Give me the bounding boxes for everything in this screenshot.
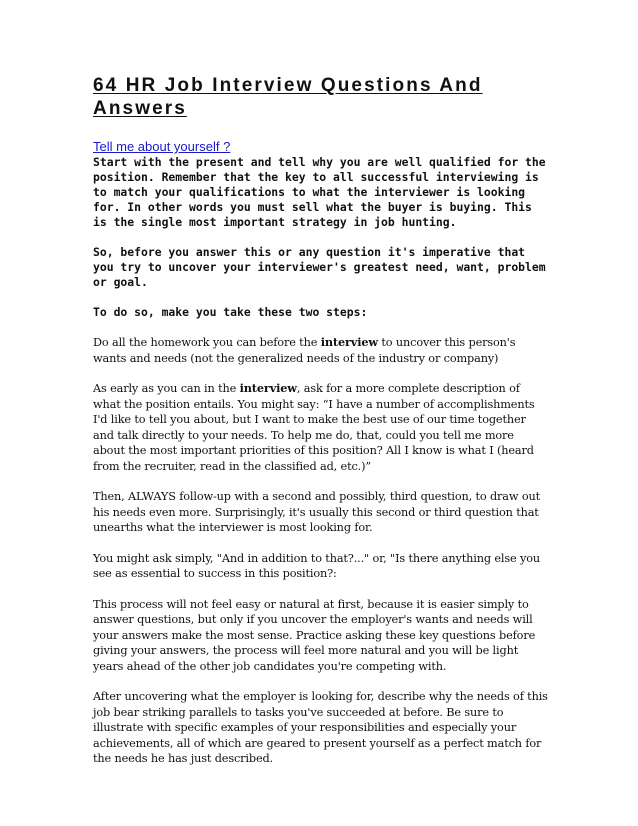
title-line-1: 64 HR Job Interview Questions And — [93, 75, 483, 96]
page-title — [93, 74, 548, 120]
title-line-2: Answers — [93, 98, 187, 119]
steps-heading: To do so, make you take these two steps: — [93, 305, 368, 319]
keyword-interview: interview — [239, 381, 297, 395]
paragraph-follow-up: Then, ALWAYS follow-up with a second and possibly, third question, to draw out his needs even more. Surprisingly, it's usually this second or third question that unearths what the interviewer is most looking for. — [93, 490, 540, 534]
keyword-interview: interview — [320, 335, 378, 349]
paragraph-ask: You might ask simply, "And in addition to that?..." or, "Is there anything else you see as essential to success in this position?: — [93, 551, 540, 580]
paragraph-early: As early as you can in the interview, ask for a more complete description of what the position entails. You might say: “I have a number of accomplishments I'd like to tell you about, but I want to make the best use of our time together and talk directly to your needs. To help me do, that, could you tell me more about the most important priorities of this position? All I know is what I (heard from the recruiter, read in the classified ad, etc.)” — [93, 381, 535, 473]
paragraph-homework: Do all the homework you can before the interview to uncover this person's wants and needs (not the generalized needs of the industry or company) — [93, 335, 516, 365]
document-page — [93, 74, 548, 767]
question-link[interactable]: Tell me about yourself ? — [93, 139, 231, 154]
intro-paragraph: Start with the present and tell why you are well qualified for the position. Remember that the key to all successful interviewing is to match your qualifications to what the interviewer is looking for. In other words you must sell what the buyer is buying. This is the single most important strategy in job hunting. — [93, 155, 546, 229]
before-paragraph: So, before you answer this or any question it's imperative that you try to uncover your interviewer's greatest need, want, problem or goal. — [93, 245, 546, 289]
paragraph-uncovering: After uncovering what the employer is looking for, describe why the needs of this job bear striking parallels to tasks you've succeeded at before. Be sure to illustrate with specific examples of your responsibilities and especially your achievements, all of which are geared to present yourself as a perfect match for the needs he has just described. — [93, 690, 548, 765]
paragraph-process: This process will not feel easy or natural at first, because it is easier simply to answer questions, but only if you uncover the employer's wants and needs will your answers make the most sense. Practice asking these key questions before giving your answers, the process will feel more natural and you will be light years ahead of the other job candidates you're competing with. — [93, 597, 536, 673]
